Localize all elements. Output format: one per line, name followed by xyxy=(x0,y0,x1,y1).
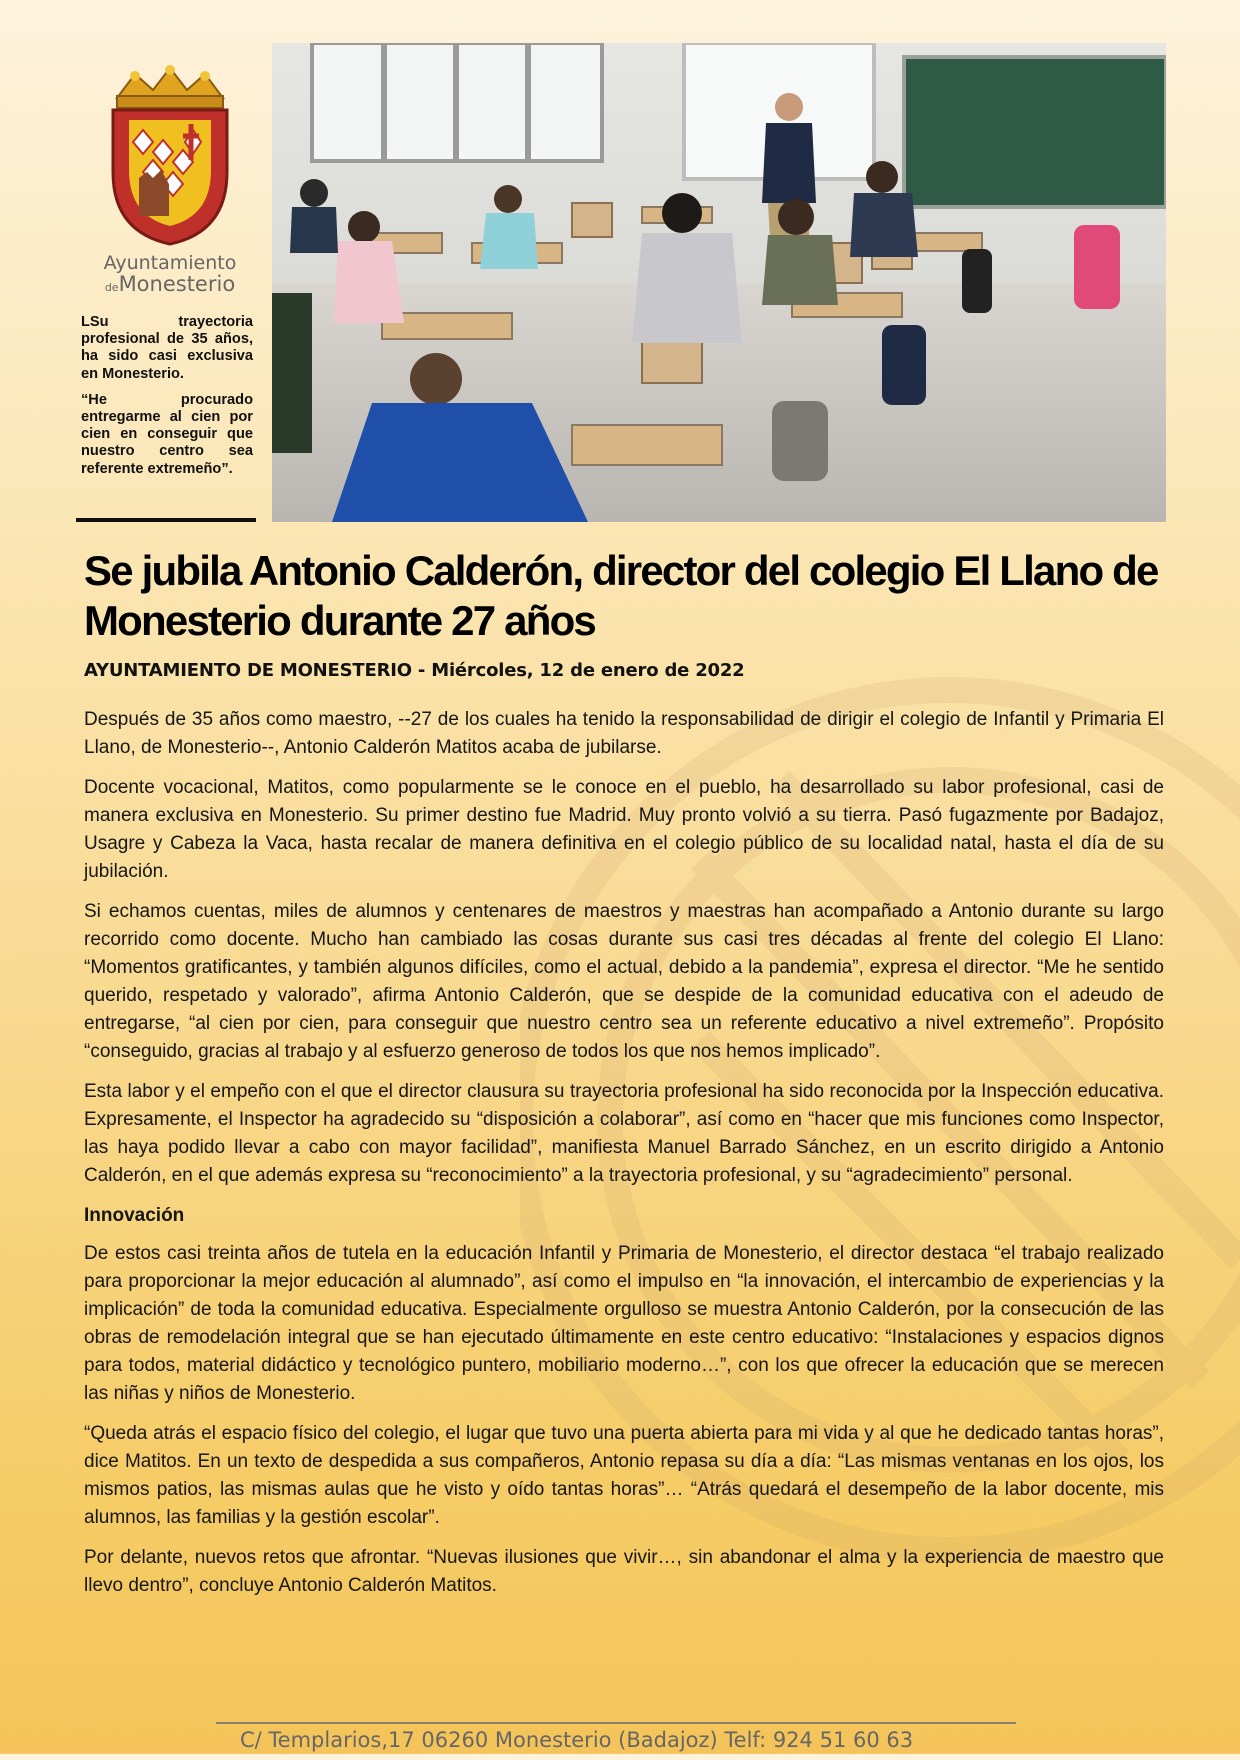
paragraph: De estos casi treinta años de tutela en la educación Infantil y Primaria de Monesterio, el director destaca “el trabajo realizado para proporcionar la mejor educación al alumnado”, así como el impulso en “la innovación, el intercambio de experiencias y la implicación” de toda la comunidad educativa. Especialmente orgulloso se muestra Antonio Calderón, por la consecución de las obras de remodelación integral que se han ejecutado últimamente en este centro educativo: “Instalaciones y espacios dignos para todos, material didáctico y tecnológico puntero, mobiliario moderno…”, con los que ofrecer la educación que se merecen las niñas y niños de Monesterio. xyxy=(84,1243,1164,1404)
article-byline: AYUNTAMIENTO DE MONESTERIO - Miércoles, 12 de enero de 2022 xyxy=(84,660,745,681)
logo-name-line1: Ayuntamiento xyxy=(103,252,237,274)
sidebar-quotes xyxy=(81,314,253,487)
coat-of-arms-icon xyxy=(95,60,245,248)
paragraph: Por delante, nuevos retos que afrontar. “Nuevas ilusiones que vivir…, sin abandonar el alma y la experiencia de maestro que llevo dentro”, concluye Antonio Calderón Matitos. xyxy=(84,1547,1164,1596)
section-heading: Innovación xyxy=(84,1205,185,1226)
paragraph: Esta labor y el empeño con el que el director clausura su trayectoria profesional ha sido reconocida por la Inspección educativa. Expresamente, el Inspector ha agradecido su “disposición a colaborar”, así como en “hacer que mis funciones como Inspector, las haya podido llevar a cabo con mayor facilidad”, manifiesta Manuel Barrado Sánchez, en un escrito dirigido a Antonio Calderón, en el que además expresa su “reconocimiento” a la trayectoria profesional, y su “agradecimiento” personal. xyxy=(84,1081,1164,1186)
classroom-photo-icon xyxy=(272,43,1166,522)
footer-divider xyxy=(216,1722,1016,1724)
logo-name-prefix: de xyxy=(104,281,119,294)
logo-name-main: Monesterio xyxy=(118,272,236,296)
sidebar-divider xyxy=(76,518,256,522)
sidebar-quote-1: LSu trayectoria profesional de 35 años, ha sido casi exclusiva en Monesterio. xyxy=(81,314,253,382)
logo-name-line2 xyxy=(80,273,260,295)
paragraph: Si echamos cuentas, miles de alumnos y centenares de maestros y maestras han acompañado a Antonio durante su largo recorrido como docente. Mucho han cambiado las cosas durante sus casi tres décadas al frente del colegio El Llano: “Momentos gratificantes, y también algunos difíciles, como el actual, debido a la pandemia”, expresa el director. “Me he sentido querido, respetado y valorado”, afirma Antonio Calderón, que se despide de la comunidad educativa con el adeudo de entregarse, “al cien por cien, para conseguir que nuestro centro sea un referente educativo a nivel extremeño”. Propósito “conseguido, gracias al trabajo y al esfuerzo generoso de todos los que nos hemos implicado”. xyxy=(84,901,1164,1062)
article-body xyxy=(84,706,1164,1612)
footer-address: C/ Templarios,17 06260 Monesterio (Badajoz) Telf: 924 51 60 63 xyxy=(240,1728,914,1752)
municipality-logo xyxy=(80,60,260,295)
classroom-photo xyxy=(272,43,1166,522)
paragraph: “Queda atrás el espacio físico del colegio, el lugar que tuvo una puerta abierta para mi vida y al que he dedicado tantas horas”, dice Matitos. En un texto de despedida a sus compañeros, Antonio repasa su día a día: “Las mismas ventanas en los ojos, los mismos patios, las mismas aulas que he visto y oído tantas horas”… “Atrás quedará el desempeño de la labor docente, mis alumnos, las familias y la gestión escolar”. xyxy=(84,1423,1164,1528)
paragraph: Después de 35 años como maestro, --27 de los cuales ha tenido la responsabilidad de dirigir el colegio de Infantil y Primaria El Llano, de Monesterio--, Antonio Calderón Matitos acaba de jubilarse. xyxy=(84,709,1164,758)
page-title: Se jubila Antonio Calderón, director del colegio El Llano de Monesterio durante 27 años xyxy=(84,547,1158,644)
sidebar-quote-2: “He procurado entregarme al cien por cien en conseguir que nuestro centro sea referente extremeño”. xyxy=(81,391,253,477)
paragraph: Docente vocacional, Matitos, como popularmente se le conoce en el pueblo, ha desarrollado su labor profesional, casi de manera exclusiva en Monesterio. Su primer destino fue Madrid. Muy pronto volvió a su tierra. Pasó fugazmente por Badajoz, Usagre y Cabeza la Vaca, hasta recalar de manera definitiva en el colegio público de su localidad natal, hasta el día de su jubilación. xyxy=(84,777,1164,882)
